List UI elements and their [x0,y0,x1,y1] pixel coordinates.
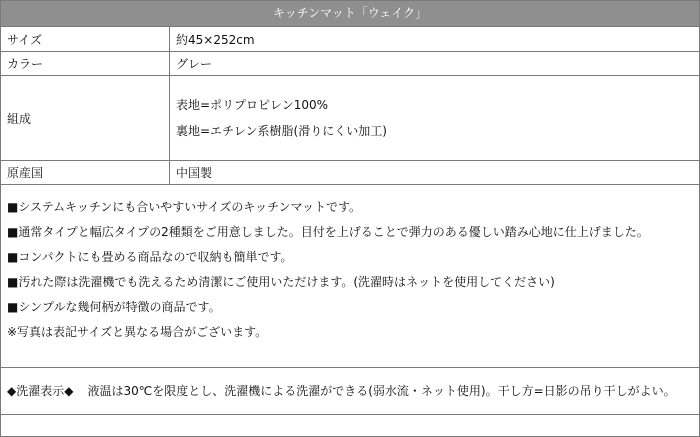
note-item: ■システムキッチンにも合いやすいサイズのキッチンマットです。 [7,200,362,214]
note-item: ■汚れた際は洗濯機でも洗えるため清潔にご使用いただけます。(洗濯時はネットを使用してください) [7,275,555,289]
color-value: グレー [170,52,700,76]
care-text: 液温は30℃を限度とし、洗濯機による洗濯ができる(弱水流・ネット使用)。干し方=日影の吊り干しがよい。 [87,384,676,398]
photo-disclaimer: ※写真は表記サイズと異なる場合がございます。 [7,325,268,339]
spec-row-composition [1,76,699,161]
care-label: ◆洗濯表示◆ [7,384,74,398]
spec-row-origin [1,161,699,185]
note-item: ■通常タイプと幅広タイプの2種類をご用意しました。目付を上げることで弾力のある優しい踏み心地に仕上げました。 [7,225,649,239]
care-instructions [1,368,699,415]
product-title: キッチンマット「ウェイク」 [1,1,699,27]
spec-table [1,27,699,185]
note-item: ■シンプルな幾何柄が特徴の商品です。 [7,300,221,314]
composition-back: 裏地=エチレン系樹脂(滑りにくい加工) [176,124,387,138]
color-label: カラー [1,52,170,76]
composition-surface: 表地=ポリプロピレン100% [176,98,329,112]
composition-value [170,76,700,161]
composition-label: 組成 [1,76,170,161]
origin-label: 原産国 [1,161,170,185]
spec-row-size [1,27,699,52]
note-item: ■コンパクトにも畳める商品なので収納も簡単です。 [7,250,293,264]
product-notes [1,185,699,368]
size-label: サイズ [1,27,170,52]
size-value: 約45×252cm [170,27,700,52]
spec-row-color [1,52,699,76]
origin-value: 中国製 [170,161,700,185]
